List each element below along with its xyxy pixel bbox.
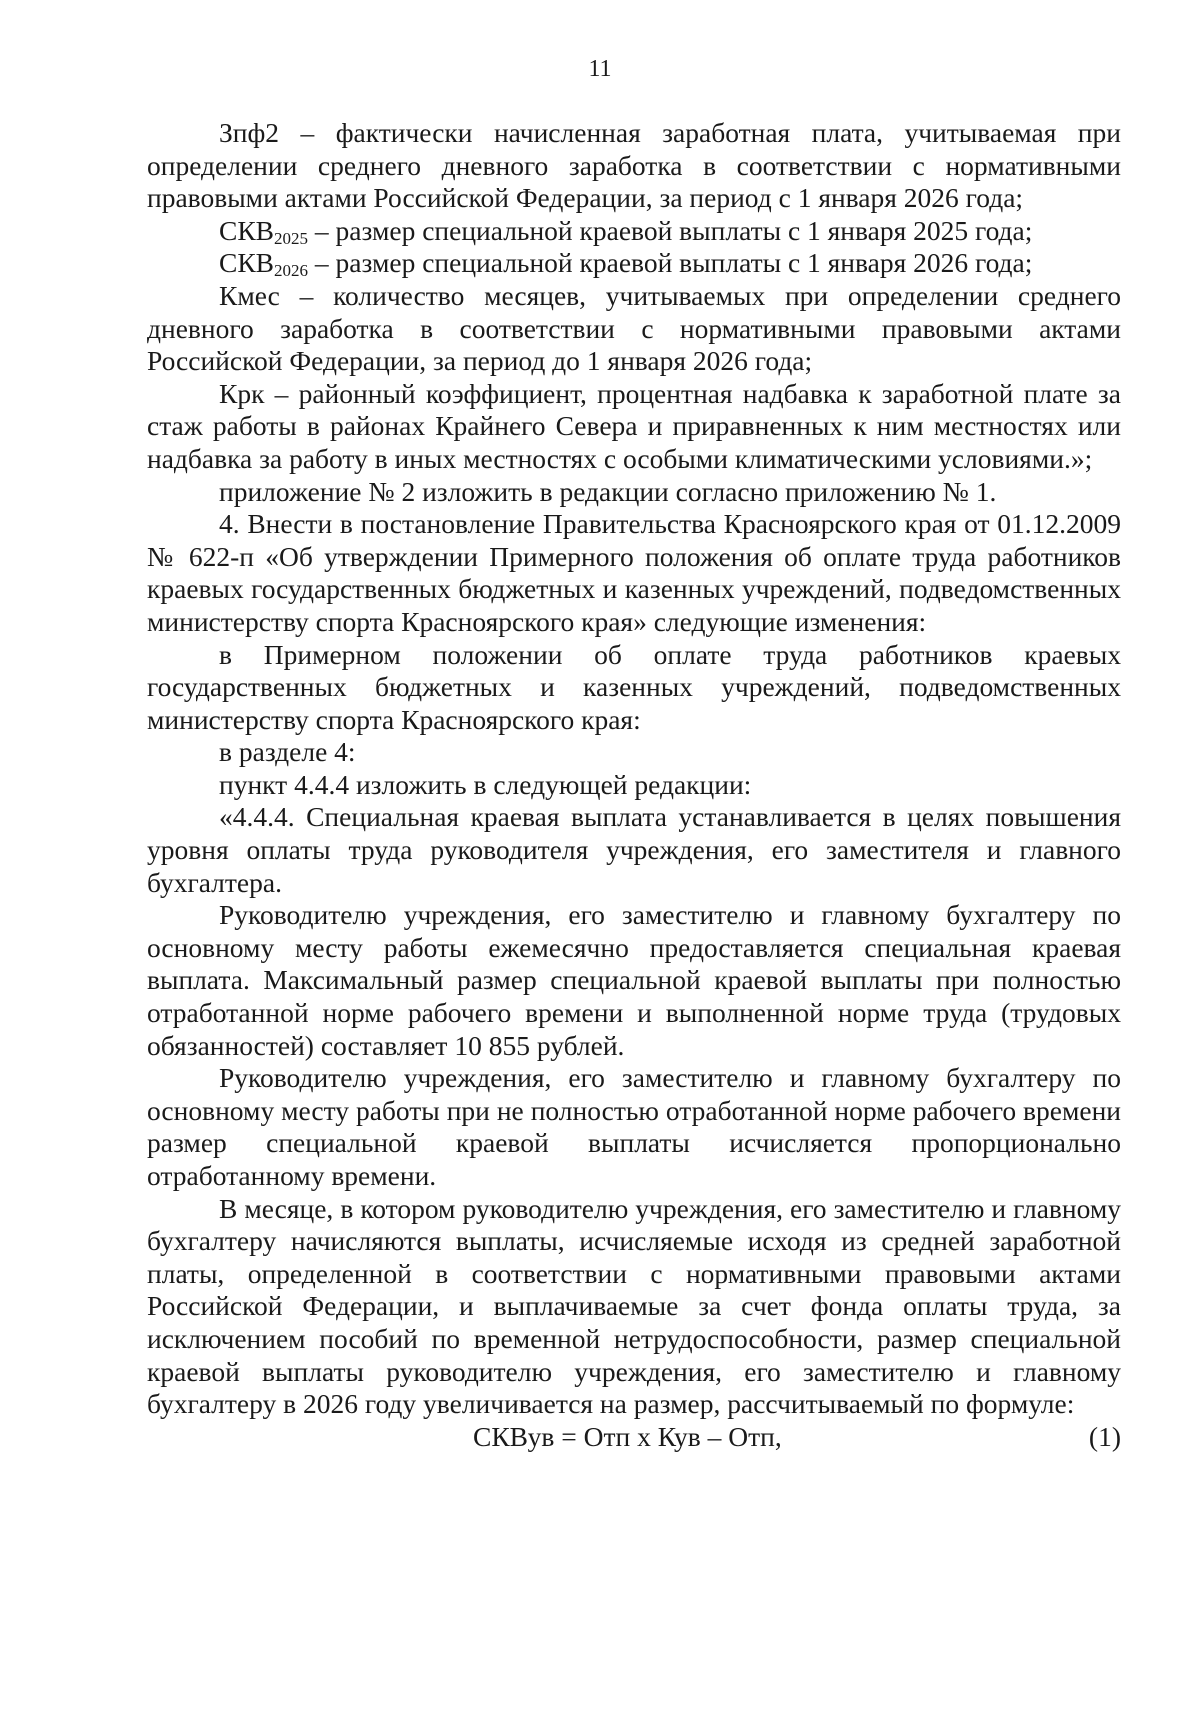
paragraph-max-payment: Руководителю учреждения, его заместителю и главному бухгалтеру по основному месту работы ежемесячно предоставляется специальная краевая выплата. Максимальный размер специальной краевой выплаты при полностью отработанной норме рабочего времени и выполненной норме труда (трудовых обязанностей) составляет 10 855 рублей.	[147, 899, 1121, 1061]
skv-definition: – размер специальной краевой выплаты с 1 января 2026 года;	[308, 247, 1033, 279]
paragraph-skv2025	[147, 215, 1121, 248]
paragraph-proportional: Руководителю учреждения, его заместителю и главному бухгалтеру по основному месту работы при не полностью отработанной норме рабочего времени размер специальной краевой выплаты исчисляется пропорционально отработанному времени.	[147, 1062, 1121, 1191]
paragraph-444-text: «4.4.4. Специальная краевая выплата устанавливается в целях повышения уровня оплаты труда руководителя учреждения, его заместителя и главного бухгалтера.	[147, 801, 1121, 898]
paragraph-zpf2: Зпф2 – фактически начисленная заработная плата, учитываемая при определении среднего дневного заработка в соответствии с нормативными правовыми актами Российской Федерации, за период с 1 января 2026 года;	[147, 117, 1121, 214]
paragraph-regulation: в Примерном положении об оплате труда работников краевых государственных бюджетных и казенных учреждений, подведомственных министерству спорта Красноярского края:	[147, 638, 1121, 735]
paragraph-appendix-2: приложение № 2 изложить в редакции согласно приложению № 1.	[219, 475, 997, 507]
paragraph-section-4: в разделе 4:	[219, 736, 356, 768]
page-number: 11	[588, 56, 612, 82]
document-body	[147, 117, 1121, 1455]
skv-symbol: СКВ	[219, 214, 275, 246]
paragraph-kmes: Кмес – количество месяцев, учитываемых при определении среднего дневного заработка в соответствии с нормативными правовыми актами Российской Федерации, за период до 1 января 2026 года;	[147, 279, 1121, 377]
skv-definition: – размер специальной краевой выплаты с 1 января 2025 года;	[308, 214, 1033, 246]
skv-symbol: СКВ	[219, 247, 275, 279]
formula-number: (1)	[1088, 1420, 1121, 1452]
formula-skvuv: СКВув = Отп х Кув – Отп,	[473, 1420, 782, 1452]
skv-subscript: 2026	[274, 261, 309, 281]
skv-subscript: 2025	[274, 228, 309, 248]
paragraph-item-4: 4. Внести в постановление Правительства Красноярского края от 01.12.2009 № 622-п «Об утверждении Примерного положения об оплате труда работников краевых государственных бюджетных и казенных учреждений, подведомственных министерству спорта Красноярского края» следующие изменения:	[147, 508, 1121, 637]
paragraph-point-444: пункт 4.4.4 изложить в следующей редакции:	[219, 768, 752, 800]
paragraph-skv2026	[147, 247, 1121, 280]
formula-row	[147, 1421, 1121, 1455]
paragraph-krk: Крк – районный коэффициент, процентная надбавка к заработной плате за стаж работы в районах Крайнего Севера и приравненных к ним местностях или надбавка за работу в иных местностях с особыми климатическими условиями.»;	[147, 377, 1121, 474]
paragraph-increase: В месяце, в котором руководителю учреждения, его заместителю и главному бухгалтеру начисляются выплаты, исчисляемые исходя из средней заработной платы, определенной в соответствии с нормативными правовыми актами Российской Федерации, и выплачиваемые за счет фонда оплаты труда, за исключением пособий по временной нетрудоспособности, размер специальной краевой выплаты руководителю учреждения, его заместителю и главному бухгалтеру в 2026 году увеличивается на размер, рассчитываемый по формуле:	[147, 1192, 1121, 1420]
